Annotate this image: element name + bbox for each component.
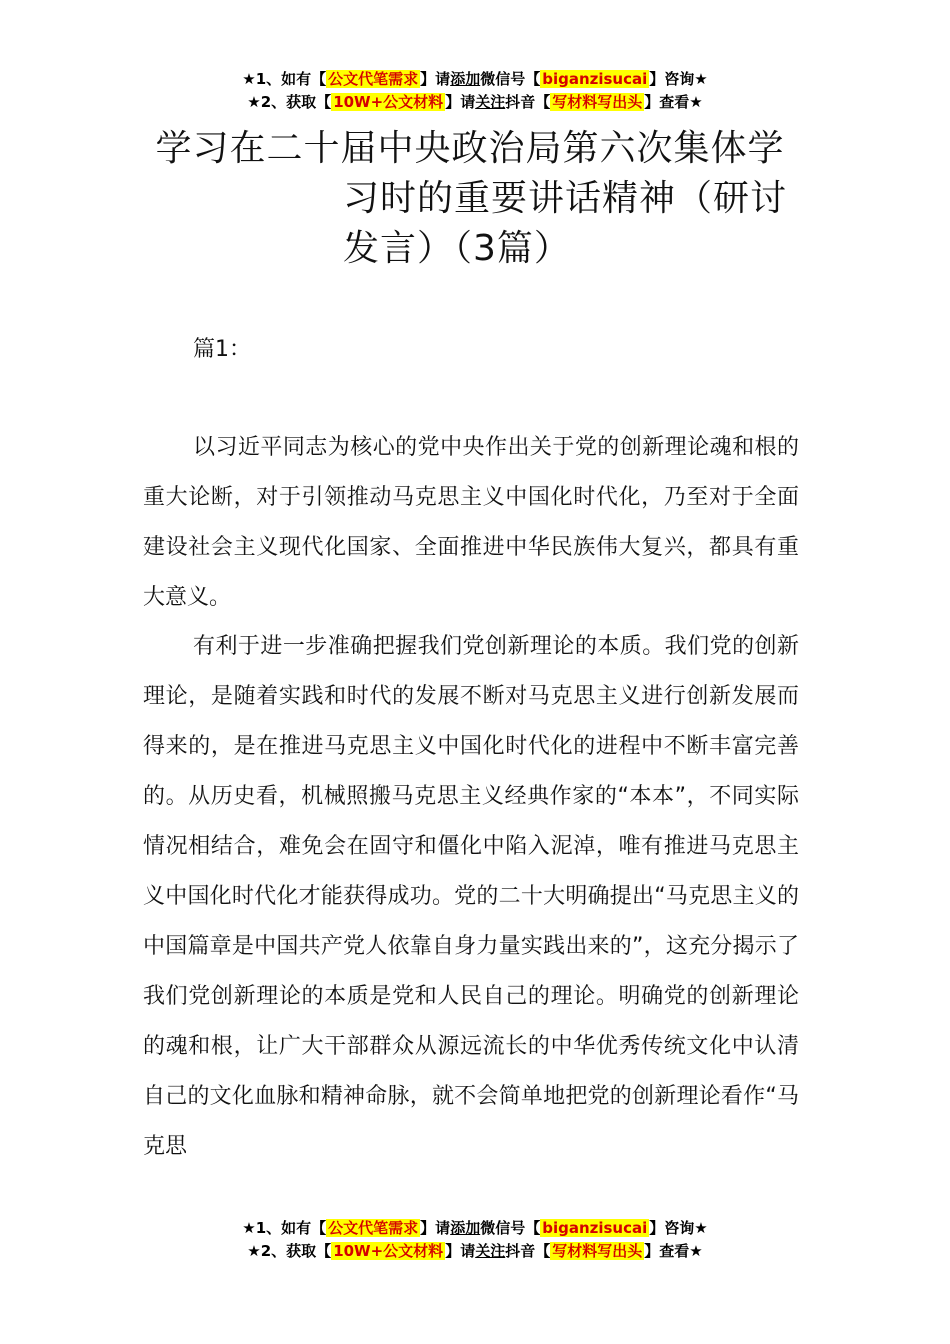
promo-text: ★1、如有【: [242, 70, 327, 88]
promo-highlight: 10W+公文材料: [333, 1242, 444, 1260]
body-paragraph: 有利于进一步准确把握我们党创新理论的本质。我们党的创新理论，是随着实践和时代的发展不断对马克思主义进行创新发展而得来的，是在推进马克思主义中国化时代化的进程中不断丰富完善的。从历史看，机械照搬马克思主义经典作家的“本本”，不同实际情况相结合，难免会在固守和僵化中陷入泥淖，唯有推进马克思主义中国化时代化才能获得成功。党的二十大明确提出“马克思主义的中国篇章是中国共产党人依靠自身力量实践出来的”，这充分揭示了我们党创新理论的本质是党和人民自己的理论。明确党的创新理论的魂和根，让广大干部群众从源远流长的中华优秀传统文化中认清自己的文化血脉和精神命脉，就不会简单地把党的创新理论看作“马克思: [143, 634, 799, 1159]
promo-text: ★1、如有【: [242, 1219, 327, 1237]
promo-line-2: [0, 91, 950, 114]
promo-text: ★2、获取【: [247, 93, 332, 111]
promo-text: 抖音【: [505, 1242, 551, 1260]
promo-text: 】查看★: [644, 1242, 703, 1260]
section-label: 篇1：: [193, 337, 251, 362]
promo-highlight: 写材料写出头: [552, 93, 643, 111]
body-paragraph: 以习近平同志为核心的党中央作出关于党的创新理论魂和根的重大论断，对于引领推动马克思主义中国化时代化，乃至对于全面建设社会主义现代化国家、全面推进中华民族伟大复兴，都具有重大意义。: [143, 435, 799, 610]
promo-highlight: 写材料写出头: [552, 1242, 643, 1260]
promo-underlined: 添加: [450, 70, 481, 88]
promo-text: 】请: [445, 1242, 476, 1260]
promo-text: 】请: [420, 70, 451, 88]
promo-text: 】请: [420, 1219, 451, 1237]
promo-text: 】请: [445, 93, 476, 111]
title-line: 发言）（3篇）: [343, 228, 571, 269]
promo-line-2: [0, 1240, 950, 1263]
promo-text: 微信号【: [480, 70, 541, 88]
promo-underlined: 关注: [475, 1242, 506, 1260]
title-line: 习时的重要讲话精神（研讨: [343, 178, 788, 219]
promo-highlight: biganzisucai: [542, 1219, 648, 1237]
promo-text: 】查看★: [644, 93, 703, 111]
promo-text: 】咨询★: [649, 1219, 708, 1237]
promo-highlight: 公文代笔需求: [328, 1219, 419, 1237]
promo-highlight: biganzisucai: [542, 70, 648, 88]
promo-highlight: 10W+公文材料: [333, 93, 444, 111]
promo-line-1: [0, 1217, 950, 1240]
bottom-promo-banner: [0, 1217, 950, 1263]
top-promo-banner: [0, 68, 950, 114]
promo-text: 微信号【: [480, 1219, 541, 1237]
promo-underlined: 添加: [450, 1219, 481, 1237]
promo-underlined: 关注: [475, 93, 506, 111]
title-line: 学习在二十届中央政治局第六次集体学: [155, 128, 785, 169]
promo-text: 】咨询★: [649, 70, 708, 88]
promo-line-1: [0, 68, 950, 91]
promo-text: ★2、获取【: [247, 1242, 332, 1260]
promo-highlight: 公文代笔需求: [328, 70, 419, 88]
document-title: [145, 124, 795, 274]
promo-text: 抖音【: [505, 93, 551, 111]
